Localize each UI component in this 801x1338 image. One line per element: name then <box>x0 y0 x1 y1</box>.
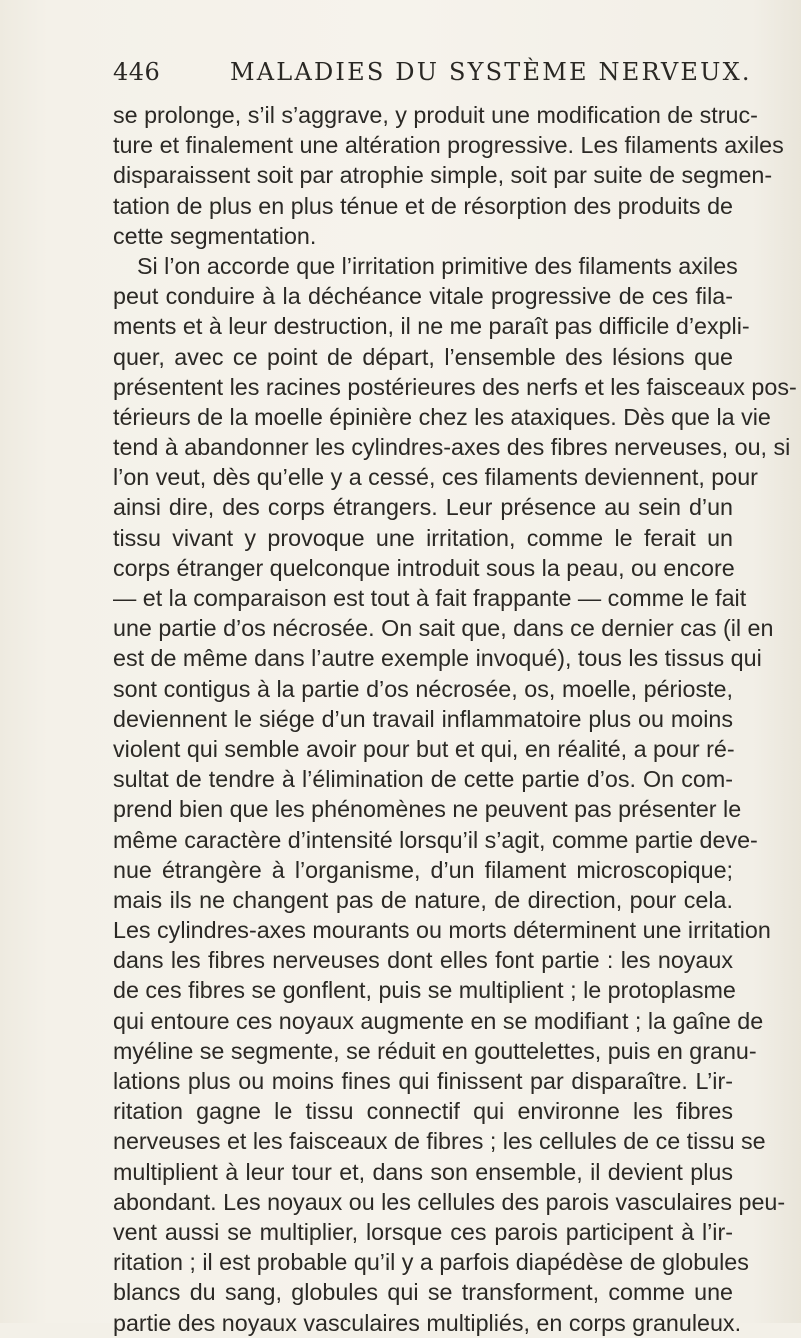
page-header <box>113 58 752 98</box>
body-text <box>113 100 797 1338</box>
text-line: même caractère d’intensité lorsqu’il s’agit, comme partie deve- <box>113 826 758 853</box>
text-line: tend à abandonner les cylindres-axes des fibres nerveuses, ou, si <box>113 434 791 461</box>
paragraph-2 <box>113 251 797 1338</box>
text-line: dans les fibres nerveuses dont elles font partie : les noyaux <box>113 947 733 974</box>
text-line: mais ils ne changent pas de nature, de direction, pour cela. <box>113 886 733 913</box>
text-line: vent aussi se multiplier, lorsque ces parois participent à l’ir- <box>113 1218 733 1245</box>
text-line: une partie d’os nécrosée. On sait que, dans ce dernier cas (il en <box>113 615 774 642</box>
text-line: quer, avec ce point de départ, l’ensemble des lésions que <box>113 343 733 370</box>
text-line: violent qui semble avoir pour but et qui, en réalité, a pour ré- <box>113 735 735 762</box>
text-line: présentent les racines postérieures des nerfs et les faisceaux pos- <box>113 373 797 400</box>
text-line: térieurs de la moelle épinière chez les ataxiques. Dès que la vie <box>113 403 771 430</box>
text-line: multiplient à leur tour et, dans son ensemble, il devient plus <box>113 1158 733 1185</box>
text-line: corps étranger quelconque introduit sous la peau, ou encore <box>113 554 735 581</box>
text-line: peut conduire à la déchéance vitale progressive de ces fila- <box>113 283 733 310</box>
text-line: blancs du sang, globules qui se transforment, comme une <box>113 1279 733 1306</box>
text-line: Si l’on accorde que l’irritation primitive des filaments axiles <box>137 252 738 279</box>
page-number: 446 <box>113 58 161 86</box>
text-line: disparaissent soit par atrophie simple, soit par suite de segmen- <box>113 162 773 189</box>
text-line: tissu vivant y provoque une irritation, comme le ferait un <box>113 524 733 551</box>
text-line: de ces fibres se gonflent, puis se multiplient ; le protoplasme <box>113 977 736 1004</box>
text-line: lations plus ou moins fines qui finissent par disparaître. L’ir- <box>113 1068 733 1094</box>
text-line: abondant. Les noyaux ou les cellules des parois vasculaires peu- <box>113 1188 786 1215</box>
text-line: ainsi dire, des corps étrangers. Leur présence au sein d’un <box>113 494 733 521</box>
text-line: Les cylindres-axes mourants ou morts déterminent une irritation <box>113 917 771 944</box>
text-line: myéline se segmente, se réduit en gouttelettes, puis en granu- <box>113 1037 757 1064</box>
text-line: ture et finalement une altération progressive. Les filaments axiles <box>113 132 784 159</box>
text-line: tation de plus en plus ténue et de résorption des produits de <box>113 192 733 219</box>
paragraph-1 <box>113 100 784 251</box>
text-line: cette segmentation. <box>113 222 317 249</box>
text-line: deviennent le siége d’un travail inflammatoire plus ou moins <box>113 705 733 732</box>
text-line: nerveuses et les faisceaux de fibres ; les cellules de ce tissu se <box>113 1128 766 1155</box>
text-line: est de même dans l’autre exemple invoqué), tous les tissus qui <box>113 645 762 672</box>
text-line: se prolonge, s’il s’aggrave, y produit une modification de struc- <box>113 102 758 128</box>
text-line: sont contigus à la partie d’os nécrosée, os, moelle, périoste, <box>113 675 733 702</box>
text-line: ritation ; il est probable qu’il y a parfois diapédèse de globules <box>113 1249 749 1276</box>
text-line: prend bien que les phénomènes ne peuvent pas présenter le <box>113 796 742 823</box>
text-line: qui entoure ces noyaux augmente en se modifiant ; la gaîne de <box>113 1007 764 1034</box>
text-line: ments et à leur destruction, il ne me paraît pas difficile d’expli- <box>113 313 750 340</box>
running-title: MALADIES DU SYSTÈME NERVEUX. <box>230 58 752 86</box>
text-line: sultat de tendre à l’élimination de cette partie d’os. On com- <box>113 766 733 793</box>
text-line: partie des noyaux vasculaires multipliés, en corps granuleux. <box>113 1309 742 1336</box>
text-line: ritation gagne le tissu connectif qui environne les fibres <box>113 1098 733 1125</box>
text-line: — et la comparaison est tout à fait frappante — comme le fait <box>113 585 747 611</box>
text-line: nue étrangère à l’organisme, d’un filament microscopique; <box>113 856 733 883</box>
text-line: l’on veut, dès qu’elle y a cessé, ces filaments deviennent, pour <box>113 464 758 491</box>
